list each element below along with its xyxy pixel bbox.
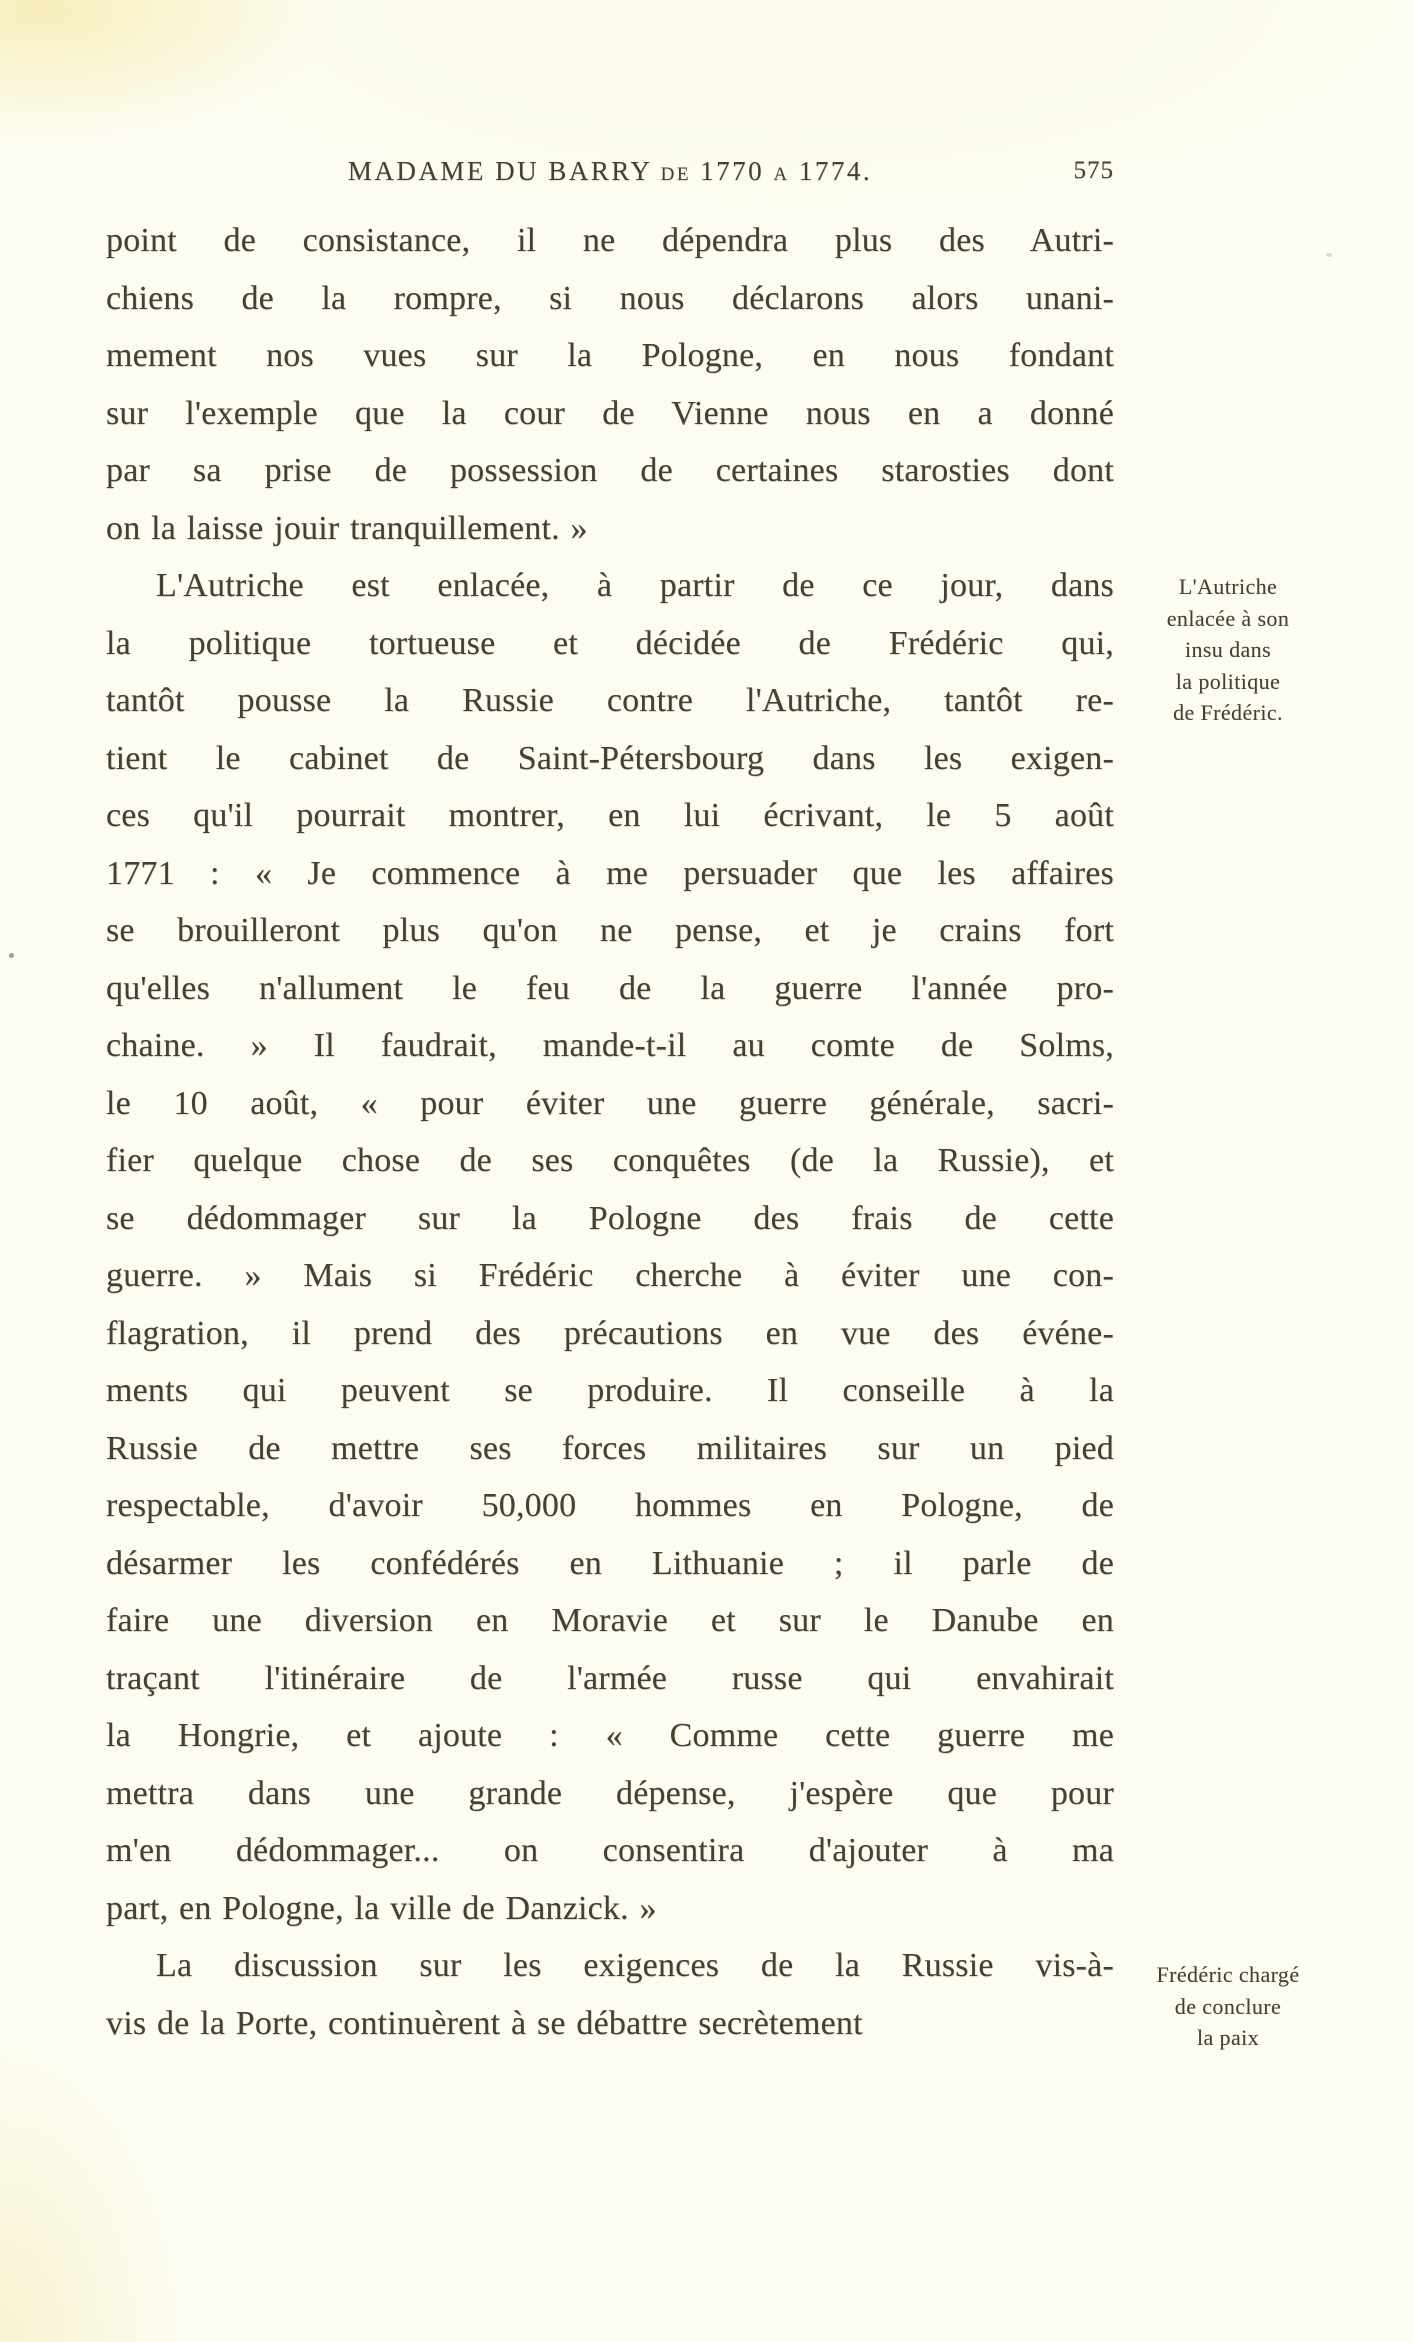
body-line: respectable, d'avoir 50,000 hommes en Pologne, de <box>106 1487 1114 1524</box>
body-line: se dédommager sur la Pologne des frais de cette <box>106 1199 1114 1237</box>
margin-note-line: de Frédéric. <box>1173 700 1283 725</box>
body-line: faire une diversion en Moravie et sur le Danube en <box>106 1602 1114 1639</box>
body-line: Russie de mettre ses forces militaires sur un pied <box>106 1429 1114 1467</box>
body-line: point de consistance, il ne dépendra plus des Autri- <box>106 222 1114 259</box>
margin-note-line: insu dans <box>1184 637 1272 662</box>
body-line: m'en dédommager... on consentira d'ajouter à ma <box>106 1832 1114 1869</box>
body-line: mement nos vues sur la Pologne, en nous fondant <box>106 337 1114 374</box>
body-line: vis de la Porte, continuèrent à se débattre secrètement <box>106 2004 863 2042</box>
body-line: la Hongrie, et ajoute : « Comme cette guerre me <box>106 1717 1114 1754</box>
margin-note-austria <box>1140 571 1316 729</box>
body-line: tient le cabinet de Saint-Pétersbourg dans les exigen- <box>106 739 1114 777</box>
body-line: se brouilleront plus qu'on ne pense, et je crains fort <box>106 912 1114 949</box>
body-line: par sa prise de possession de certaines starosties dont <box>106 452 1114 489</box>
body-text <box>106 212 1114 2052</box>
page-number: 575 <box>1073 157 1114 184</box>
body-line: flagration, il prend des précautions en vue des événe- <box>106 1314 1114 1352</box>
ink-speck <box>9 953 14 958</box>
body-line: chaine. » Il faudrait, mande-t-il au comte de Solms, <box>106 1027 1114 1064</box>
body-line: chiens de la rompre, si nous déclarons alors unani- <box>106 279 1114 317</box>
margin-note-frederic <box>1140 1959 1316 2054</box>
body-line: part, en Pologne, la ville de Danzick. » <box>106 1889 657 1927</box>
body-line: guerre. » Mais si Frédéric cherche à éviter une con- <box>106 1257 1114 1294</box>
page-title: MADAME DU BARRY de 1770 a 1774. <box>347 156 873 186</box>
body-line: le 10 août, « pour éviter une guerre générale, sacri- <box>106 1084 1114 1122</box>
body-line: traçant l'itinéraire de l'armée russe qui envahirait <box>106 1659 1114 1697</box>
body-line: 1771 : « Je commence à me persuader que les affaires <box>106 854 1114 892</box>
margin-note-line: Frédéric chargé <box>1156 1962 1300 1987</box>
body-line: fier quelque chose de ses conquêtes (de la Russie), et <box>106 1142 1114 1179</box>
margin-note-line: enlacée à son <box>1166 605 1290 631</box>
body-line: La discussion sur les exigences de la Russie vis-à- <box>156 1947 1114 1984</box>
body-line: sur l'exemple que la cour de Vienne nous en a donné <box>106 394 1114 432</box>
margin-note-line: de conclure <box>1174 1993 1282 2019</box>
running-header <box>106 155 1114 187</box>
margin-note-line: la paix <box>1196 2025 1260 2050</box>
body-line: mettra dans une grande dépense, j'espère que pour <box>106 1774 1114 1812</box>
body-line: ments qui peuvent se produire. Il conseille à la <box>106 1372 1114 1409</box>
margin-note-line: L'Autriche <box>1178 574 1278 599</box>
body-line: la politique tortueuse et décidée de Frédéric qui, <box>106 624 1114 662</box>
body-line: tantôt pousse la Russie contre l'Autriche, tantôt re- <box>106 682 1114 719</box>
body-line: L'Autriche est enlacée, à partir de ce jour, dans <box>156 567 1114 604</box>
ink-speck <box>1326 253 1332 257</box>
body-line: on la laisse jouir tranquillement. » <box>106 509 588 547</box>
body-line: ces qu'il pourrait montrer, en lui écrivant, le 5 août <box>106 797 1114 834</box>
body-line: qu'elles n'allument le feu de la guerre l'année pro- <box>106 969 1114 1007</box>
body-line: désarmer les confédérés en Lithuanie ; il parle de <box>106 1544 1114 1582</box>
margin-note-line: la politique <box>1175 668 1281 694</box>
